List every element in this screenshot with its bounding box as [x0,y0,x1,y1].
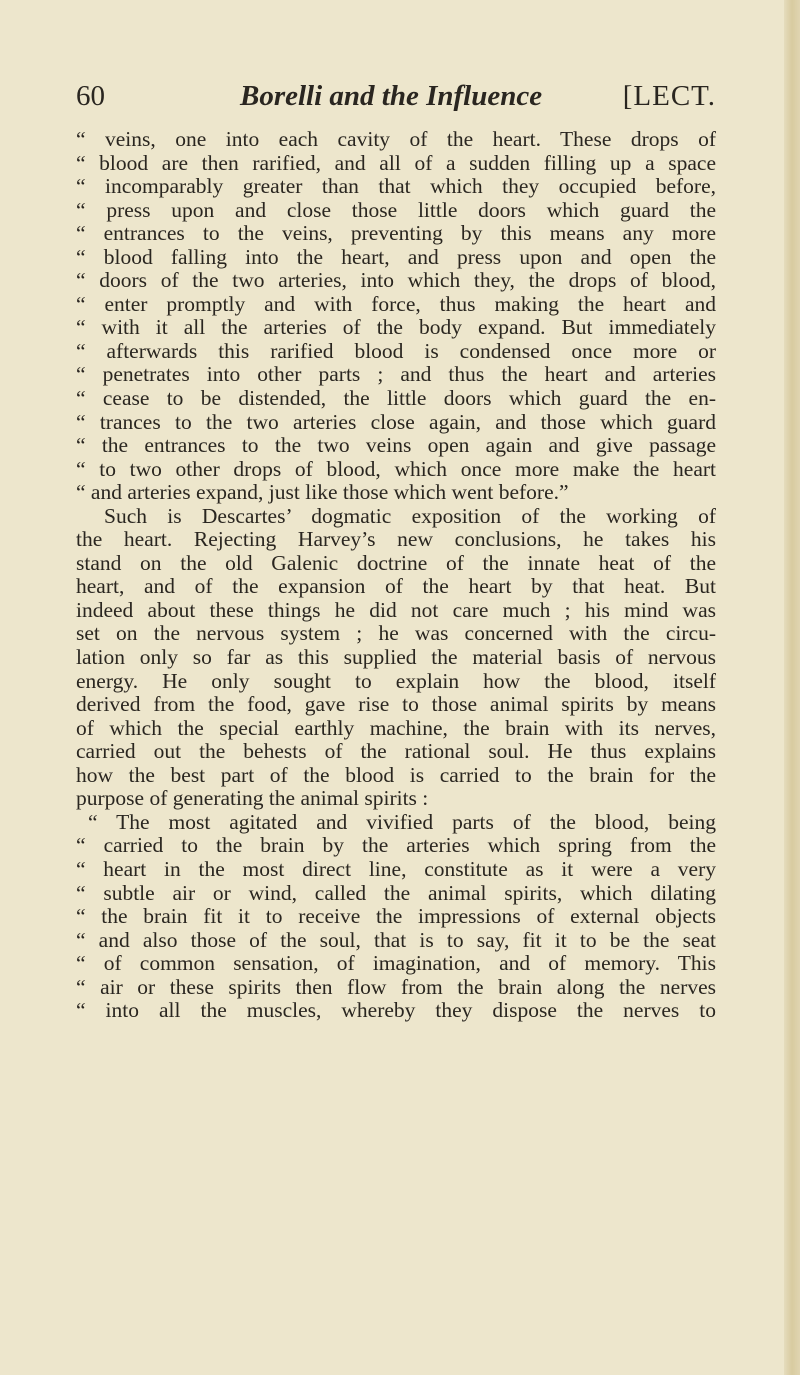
text-line: “ into all the muscles, whereby they dispose the nerves to [76,999,716,1023]
text-line: “ blood falling into the heart, and press upon and open the [76,245,716,269]
text-line: heart, and of the expansion of the heart by that heat. But [76,575,716,599]
text-line: “ air or these spirits then flow from the brain along the nerves [76,975,716,999]
text-line: “ cease to be distended, the little doors which guard the en- [76,387,716,411]
text-line: indeed about these things he did not care much ; his mind was [76,598,716,622]
text-line: stand on the old Galenic doctrine of the innate heat of the [76,551,716,575]
running-header [76,80,716,116]
page-number: 60 [76,80,105,112]
text-line: carried out the behests of the rational soul. He thus explains [76,740,716,764]
text-line: “ to two other drops of blood, which once more make the heart [76,457,716,481]
text-line: “ the entrances to the two veins open again and give passage [76,434,716,458]
text-line: how the best part of the blood is carried to the brain for the [76,763,716,787]
text-line: set on the nervous system ; he was concerned with the circu- [76,622,716,646]
page-edge [784,0,800,1375]
running-title: Borelli and the Influence [240,80,543,112]
text-line: “ enter promptly and with force, thus making the heart and [76,292,716,316]
text-line: “ doors of the two arteries, into which they, the drops of blood, [76,269,716,293]
text-line: lation only so far as this supplied the material basis of nervous [76,646,716,670]
text-line: “ carried to the brain by the arteries which spring from the [76,834,716,858]
text-line: “ press upon and close those little doors which guard the [76,198,716,222]
text-line: “ with it all the arteries of the body expand. But immediately [76,316,716,340]
text-line: “ trances to the two arteries close again, and those which guard [76,410,716,434]
text-line: “ blood are then rarified, and all of a sudden filling up a space [76,151,716,175]
paragraph-start-line: Such is Descartes’ dogmatic exposition of the working of [104,504,716,528]
text-line: “ incomparably greater than that which they occupied before, [76,175,716,199]
text-line: “ and arteries expand, just like those which went before.” [76,481,569,505]
text-line: of which the special earthly machine, the brain with its nerves, [76,716,716,740]
text-line: “ heart in the most direct line, constitute as it were a very [76,857,716,881]
section-label: [LECT. [622,80,716,112]
text-line: “ and also those of the soul, that is to say, fit it to be the seat [76,928,716,952]
text-line: “ the brain fit it to receive the impressions of external objects [76,905,716,929]
text-line: “ of common sensation, of imagination, and of memory. This [76,952,716,976]
text-line: “ veins, one into each cavity of the heart. These drops of [76,128,716,151]
text-line: “ subtle air or wind, called the animal spirits, which dilating [76,881,716,905]
text-line: energy. He only sought to explain how the blood, itself [76,669,716,693]
quote-start-line: “ The most agitated and vivified parts of the blood, being [88,810,716,834]
text-line: derived from the food, gave rise to those animal spirits by means [76,693,716,717]
text-line: “ penetrates into other parts ; and thus the heart and arteries [76,363,716,387]
text-line: “ afterwards this rarified blood is condensed once more or [76,339,716,363]
text-line: purpose of generating the animal spirits : [76,787,429,811]
text-line: “ entrances to the veins, preventing by this means any more [76,222,716,246]
body-text [76,128,716,1023]
text-line: the heart. Rejecting Harvey’s new conclusions, he takes his [76,528,716,552]
